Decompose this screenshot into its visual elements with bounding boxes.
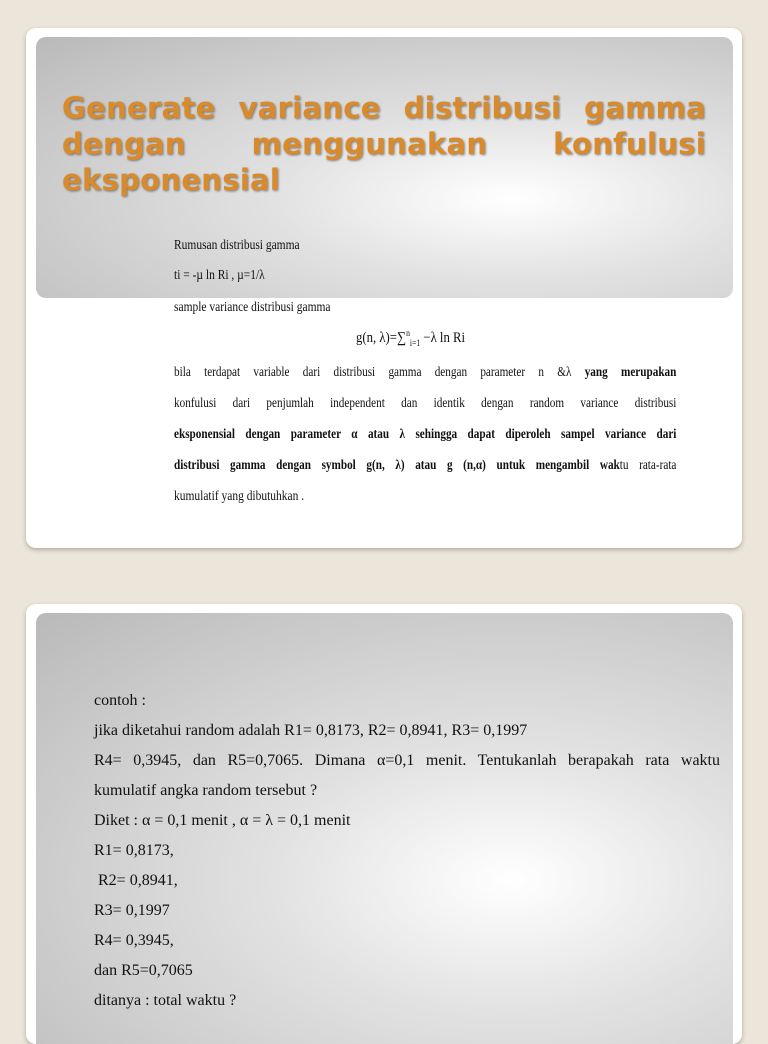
example-line-8: R3= 0,1997 xyxy=(94,902,170,919)
formula-g-sup: n xyxy=(406,328,410,338)
example-line-11: ditanya : total waktu ? xyxy=(94,992,237,1009)
paragraph-line-4 xyxy=(174,458,676,474)
example-line-1: contoh : xyxy=(94,692,146,709)
paragraph-line-1-b: yang merupakan xyxy=(584,365,677,380)
slide-title: Generate variance distribusi gamma dengan menggunakan konfulusi eksponensial xyxy=(62,91,706,197)
formula-heading: Rumusan distribusi gamma xyxy=(174,238,300,253)
slide-2 xyxy=(26,604,742,1044)
paragraph-line-4-a: distribusi gamma dengan symbol g(n, λ) atau g (n,α) untuk mengambil wak xyxy=(174,458,620,473)
formula-g-rhs: −λ ln Ri xyxy=(420,330,466,346)
paragraph-line-1-a: bila terdapat variable dari distribusi gamma dengan parameter n &λ xyxy=(174,365,585,380)
sample-variance-label: sample variance distribusi gamma xyxy=(174,300,331,315)
example-line-5: Diket : α = 0,1 menit , α = λ = 0,1 menit xyxy=(94,812,351,829)
example-line-4: kumulatif angka random tersebut ? xyxy=(94,782,318,799)
formula-g-lhs: g(n, λ)= xyxy=(356,330,397,346)
paragraph-line-4-b: tu rata-rata xyxy=(619,458,677,473)
example-line-6: R1= 0,8173, xyxy=(94,842,174,859)
example-line-7: R2= 0,8941, xyxy=(94,872,178,889)
formula-g-sum: ∑ xyxy=(396,330,407,346)
slide-1 xyxy=(26,28,742,548)
formula-g-sub: i=1 xyxy=(409,338,421,348)
paragraph-line-2: konfulusi dari penjumlah independent dan identik dengan random variance distribusi xyxy=(174,396,677,411)
paragraph-line-5: kumulatif yang dibutuhkan . xyxy=(174,489,305,504)
example-line-3: R4= 0,3945, dan R5=0,7065. Dimana α=0,1 menit. Tentukanlah berapakah rata waktu xyxy=(94,752,720,769)
paragraph-line-3: eksponensial dengan parameter α atau λ sehingga dapat diperoleh sampel variance dari xyxy=(174,427,677,442)
paragraph-line-1 xyxy=(174,365,676,381)
example-line-9: R4= 0,3945, xyxy=(94,932,174,949)
example-line-2: jika diketahui random adalah R1= 0,8173, R2= 0,8941, R3= 0,1997 xyxy=(94,722,528,739)
formula-ti: ti = -µ ln Ri , µ=1/λ xyxy=(174,268,265,283)
formula-g xyxy=(356,328,465,348)
example-line-10: dan R5=0,7065 xyxy=(94,962,193,979)
